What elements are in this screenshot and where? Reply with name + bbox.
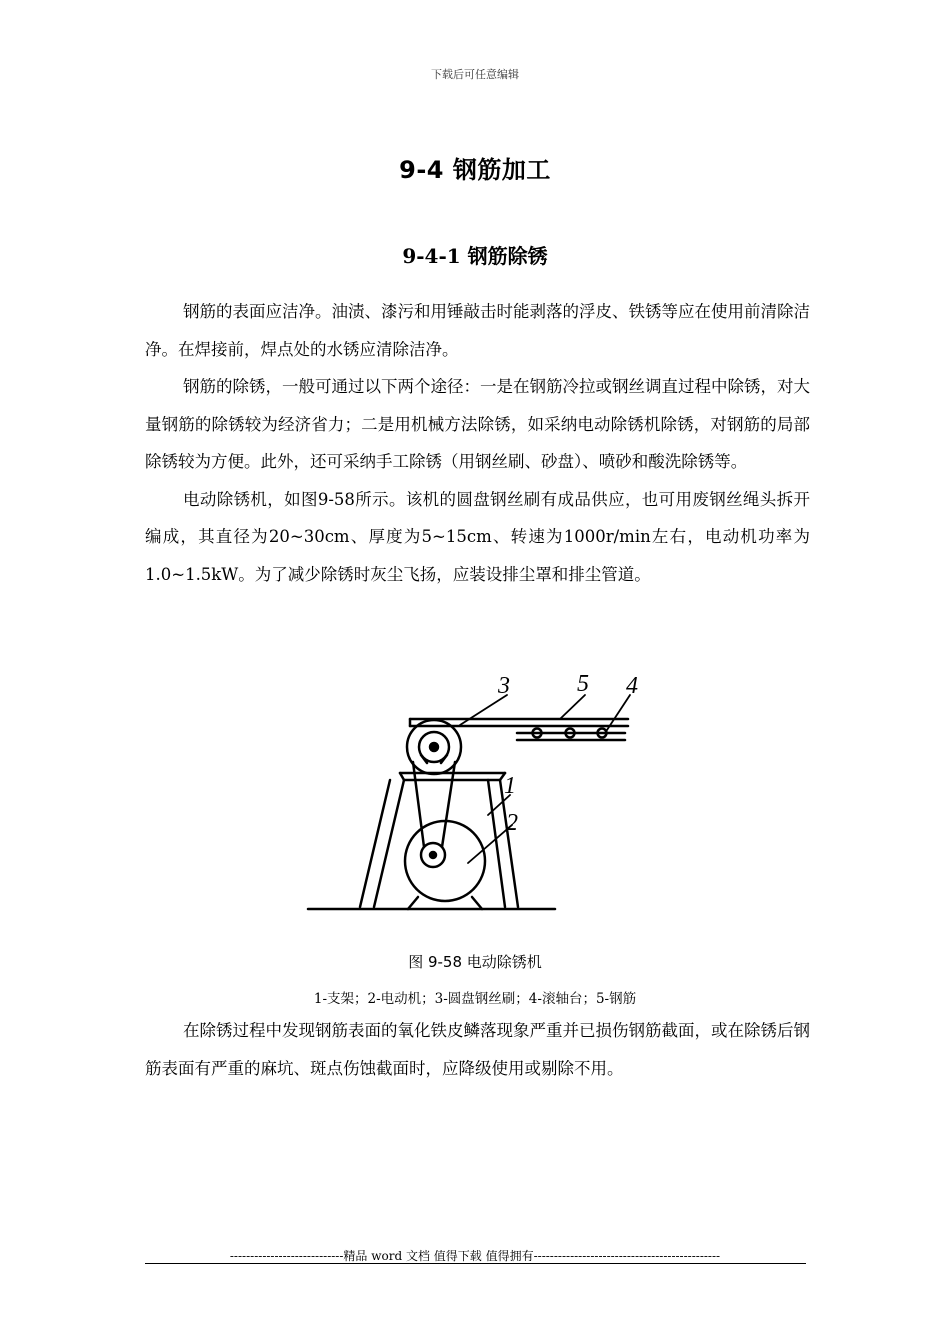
paragraph-electric-machine: 电动除锈机，如图9-58所示。该机的圆盘钢丝刷有成品供应，也可用废钢丝绳头拆开编成，其直径为20~30cm、厚度为5~15cm、转速为1000r/min左右，电动机功率为1.0~1.5kW。为了减少除锈时灰尘飞扬，应装设排尘罩和排尘管道。 xyxy=(145,489,810,584)
body-text-after-figure xyxy=(145,1012,810,1087)
label-1: 1 xyxy=(504,773,516,799)
paragraph-downgrade-usage: 在除锈过程中发现钢筋表面的氧化铁皮鳞落现象严重并已损伤钢筋截面，或在除锈后钢筋表面有严重的麻坑、斑点伤蚀截面时，应降级使用或剔除不用。 xyxy=(145,1021,810,1078)
paragraph-surface-cleanliness: 钢筋的表面应洁净。油渍、漆污和用锤敲击时能剥落的浮皮、铁锈等应在使用前清除洁净。在焊接前，焊点处的水锈应清除洁净。 xyxy=(145,302,810,359)
label-5: 5 xyxy=(577,671,589,697)
body-text-before-figure xyxy=(145,293,810,593)
electric-rust-remover-figure xyxy=(300,665,660,915)
label-3: 3 xyxy=(498,673,510,699)
figure-labels xyxy=(497,671,638,836)
page-footer: ----------------------------精品 word 文档 值得下载 值得拥有---------------------------------------------- xyxy=(229,1249,721,1263)
footer-divider xyxy=(145,1263,806,1264)
page-title: 9-4 钢筋加工 xyxy=(399,156,551,184)
section-heading: 9-4-1 钢筋除锈 xyxy=(402,244,548,268)
roller-table-drawing xyxy=(517,729,625,741)
label-2: 2 xyxy=(506,810,518,836)
page-header: 下载后可任意编辑 xyxy=(431,68,519,81)
paragraph-rust-removal-methods: 钢筋的除锈，一般可通过以下两个途径：一是在钢筋冷拉或钢丝调直过程中除锈，对大量钢筋的除锈较为经济省力；二是用机械方法除锈，如采纳电动除锈机除锈，对钢筋的局部除锈较为方便。此外，还可采纳手工除锈（用钢丝刷、砂盘）、喷砂和酸洗除锈等。 xyxy=(145,377,810,471)
figure-legend: 1-支架；2-电动机；3-圆盘钢丝刷；4-滚轴台；5-钢筋 xyxy=(313,991,637,1007)
wire-brush-disc-drawing xyxy=(407,720,461,774)
label-4: 4 xyxy=(626,673,638,699)
figure-caption: 图 9-58 电动除锈机 xyxy=(408,953,542,971)
stand-drawing xyxy=(308,773,555,909)
